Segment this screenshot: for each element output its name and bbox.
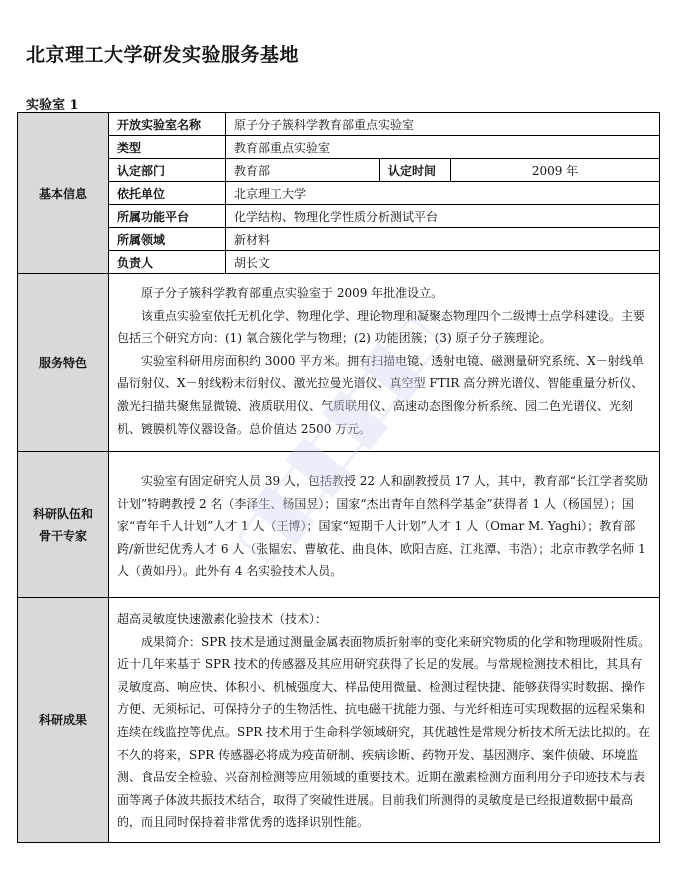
service-content: [109, 274, 660, 452]
service-label: [18, 274, 109, 452]
value-certified-time: 2009 年: [451, 159, 660, 182]
key-type: 类型: [109, 136, 226, 159]
team-paragraph: 实验室有固定研究人员 39 人，包括教授 22 人和副教授员 17 人，其中，教育部“长江学者奖励计划”特聘教授 2 名（李泽生、杨国昱）；国家“杰出青年自然科学基金”获得者 1 人（杨国昱）；国家“青年千人计划”人才 1 人（王博）；国家“短期千人计划”人才 1 人（Omar M. Yaghi）；教育部跨/新世纪优秀人才 6 人（张韫宏、曹敏花、曲良体、欧阳吉庭、江兆潭、韦浩）；北京市教学名师 1 人（黄如丹）。此外有 4 名实验技术人员。: [117, 474, 648, 579]
row-field: [18, 228, 660, 251]
key-field: 所属领域: [109, 228, 226, 251]
key-certified-time: 认定时间: [380, 159, 451, 182]
value-lab-name: 原子分子簇科学教育部重点实验室: [226, 113, 660, 136]
key-lab-name: 开放实验室名称: [109, 113, 226, 136]
key-director: 负责人: [109, 251, 226, 274]
basic-info-label-text: 基本信息: [38, 186, 87, 201]
row-platform: [18, 205, 660, 228]
page-title: 北京理工大学研发实验服务基地: [26, 44, 300, 66]
row-host-unit: [18, 182, 660, 205]
achievement-label-text: 科研成果: [38, 713, 87, 728]
row-type: [18, 136, 660, 159]
row-achievement: [18, 598, 660, 843]
value-field: 新材料: [226, 228, 660, 251]
team-label: [18, 452, 109, 598]
row-service: [18, 274, 660, 452]
team-content: [109, 452, 660, 598]
team-label-line2: 骨干专家: [38, 528, 87, 543]
lab-info-table: [17, 112, 660, 843]
service-paragraph: 原子分子簇科学教育部重点实验室于 2009 年批准设立。: [141, 286, 444, 300]
key-platform: 所属功能平台: [109, 205, 226, 228]
value-host-unit: 北京理工大学: [226, 182, 660, 205]
achievement-content: [109, 598, 660, 843]
value-type: 教育部重点实验室: [226, 136, 660, 159]
row-team: [18, 452, 660, 598]
achievement-paragraph: 成果简介：SPR 技术是通过测量金属表面物质折射率的变化来研究物质的化学和物理吸附性质。近十几年来基于 SPR 技术的传感器及其应用研究获得了长足的发展。与常规检测技术相比，其具有灵敏度高、响应快、体积小、机械强度大、样品使用微量、检测过程快捷、能够获得实时数据、操作方便、无须标记、可保持分子的生物活性、抗电磁干扰能力强、与光纤相连可实现数据的远程采集和连续在线监控等优点。SPR 技术用于生命科学领域研究，其优越性是常规分析技术所无法比拟的。在不久的将来，SPR 传感器必将成为疫苗研制、疾病诊断、药物开发、基因测序、案件侦破、环境监测、食品安全检验、兴奋剂检测等应用领域的重要技术。近期在激素检测方面利用分子印迹技术与表面等离子体波共振技术结合，取得了突破性进展。目前我们所测得的灵敏度是已经报道数据中最高的，而且同时保持着非常优秀的选择识别性能。: [117, 634, 651, 830]
value-department: 教育部: [226, 159, 380, 182]
service-label-text: 服务特色: [38, 356, 87, 370]
key-host-unit: 依托单位: [109, 182, 226, 205]
achievement-label: [18, 598, 109, 843]
service-paragraph: 该重点实验室依托无机化学、物理化学、理论物理和凝聚态物理四个二级博士点学科建设。主要包括三个研究方向：(1) 氧合簇化学与物理；(2) 功能团簇；(3) 原子分子簇理论。: [117, 308, 646, 346]
row-director: [18, 251, 660, 274]
row-lab-name: [18, 113, 660, 136]
achievement-title: 超高灵敏度快速激素化验技术（技术）：: [117, 612, 328, 626]
key-department: 认定部门: [109, 159, 226, 182]
value-platform: 化学结构、物理化学性质分析测试平台: [226, 205, 660, 228]
value-director: 胡长文: [226, 251, 660, 274]
lab-heading: 实验室 1: [26, 98, 79, 113]
team-label-line1: 科研队伍和: [32, 506, 93, 521]
service-paragraph: 实验室科研用房面积约 3000 平方米。拥有扫描电镜、透射电镜、磁测量研究系统、X－射线单晶衍射仪、X－射线粉末衍射仪、激光拉曼光谱仪、真空型 FTIR 高分辨光谱仪、智能重量分析仪、激光扫描共聚焦显微镜、液质联用仪、气质联用仪、高速动态图像分析系统、园二色光谱仪、光刻机、镀膜机等仪器设备。总价值达 2500 万元。: [117, 353, 644, 436]
row-department: [18, 159, 660, 182]
basic-info-label: [18, 113, 109, 274]
